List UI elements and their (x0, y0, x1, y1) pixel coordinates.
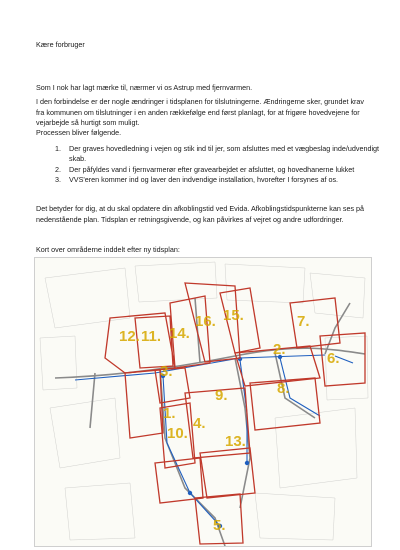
area-label: 1. (163, 405, 176, 422)
area-map (34, 257, 372, 547)
pipe-lines (75, 355, 353, 526)
area-label: 12. (119, 328, 140, 345)
note-paragraph: Det betyder for dig, at du skal opdatere din afkoblingstid ved Evida. Afkoblingstidspunkterne kan ses på nedenstående plan. Tidsplan er retningsgivende, og kan påvirkes af vejret og andre udfordringer. (36, 204, 365, 224)
area-map-svg (35, 258, 371, 546)
greeting: Kære forbruger (36, 40, 85, 49)
process-steps (36, 144, 393, 186)
area-label: 9. (215, 387, 228, 404)
roads (55, 298, 365, 546)
process-heading: Processen bliver følgende. (36, 128, 122, 137)
step-item: 1. Der graves hovedledning i vejen og stik ind til jer, som afsluttes med et vægbeslag inde/udvendigt skab. (63, 144, 393, 165)
area-label: 6. (327, 350, 340, 367)
area-label: 13. (225, 433, 246, 450)
area-label: 14. (169, 325, 190, 342)
area-outline-10 (155, 458, 203, 503)
area-labels (119, 307, 340, 534)
step-item: 2. Der påfyldes vand i fjernvarmerør efter gravearbejdet er afsluttet, og hovedhanerne lukket (63, 165, 393, 175)
area-label: 5. (213, 517, 226, 534)
area-label: 8. (277, 380, 290, 397)
map-caption: Kort over områderne inddelt efter ny tidsplan: (36, 245, 180, 254)
intro-paragraph: Som I nok har lagt mærke til, nærmer vi os Astrup med fjernvarmen. (36, 83, 253, 92)
area-label: 11. (141, 328, 162, 345)
changes-paragraph: I den forbindelse er der nogle ændringer i tidsplanen for tilslutningerne. Ændringerne sker, grundet krav fra kommunen om tilslutninger i en anden rækkefølge end først planlagt, for at frigøre hovedvejene for vejarbejde så hurtigt som muligt. (36, 97, 365, 128)
area-label: 16. (195, 313, 216, 330)
step-item: 3. VVS'eren kommer ind og laver den indvendige installation, hvorefter I forsynes af os. (63, 175, 393, 185)
area-label: 2. (273, 341, 286, 358)
area-label: 4. (193, 415, 206, 432)
area-label: 15. (223, 307, 244, 324)
parcel-lines (40, 262, 368, 540)
area-label: 10. (167, 425, 188, 442)
area-label: 7. (297, 313, 310, 330)
area-label: 3. (160, 363, 173, 380)
area-outline-1 (125, 370, 163, 438)
